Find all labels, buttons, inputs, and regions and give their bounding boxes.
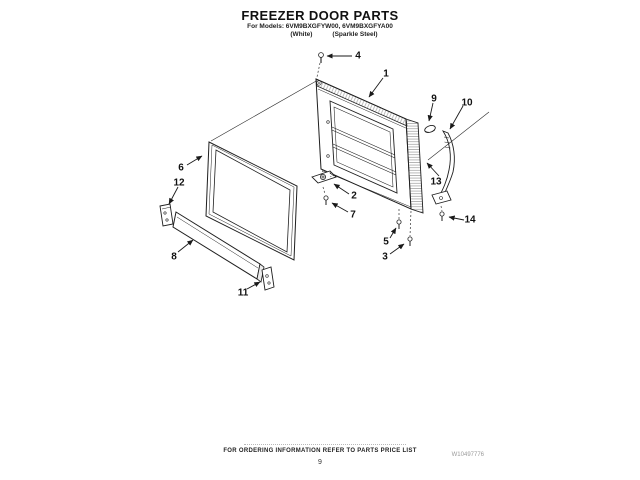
document-number: W10497776 xyxy=(451,452,484,458)
callout-label-10: 10 xyxy=(461,97,473,109)
callout-label-2: 2 xyxy=(351,190,357,202)
callout-label-12: 12 xyxy=(173,177,185,189)
callout-label-5: 5 xyxy=(383,236,389,248)
callout-label-3: 3 xyxy=(382,251,388,263)
models-line: For Models: 6VM9BXGFYW00, 6VM9BXGFYA00 xyxy=(247,23,393,30)
screw-top xyxy=(319,53,324,63)
callout-label-7: 7 xyxy=(350,209,356,221)
footer-perforation-line xyxy=(244,444,406,445)
projection-line xyxy=(211,80,318,141)
screw-bottom-right xyxy=(408,237,412,246)
handle-end-cap-left xyxy=(160,204,173,226)
finish-sparkle-steel-label: (Sparkle Steel) xyxy=(332,31,378,38)
freezer-door-panel xyxy=(316,79,423,213)
callout-label-1: 1 xyxy=(383,68,389,80)
hinge-bracket xyxy=(312,171,336,183)
callout-label-6: 6 xyxy=(178,162,184,174)
page-number: 9 xyxy=(318,459,322,466)
construction-line-13 xyxy=(428,112,489,160)
callout-label-4: 4 xyxy=(355,50,361,62)
handle-end-cap-right xyxy=(262,267,274,290)
page-title: FREEZER DOOR PARTS xyxy=(241,8,399,23)
callout-label-13: 13 xyxy=(430,176,442,188)
callout-label-11: 11 xyxy=(237,287,249,299)
finish-white-label: (White) xyxy=(290,31,313,38)
rail-foot-bracket xyxy=(432,191,451,204)
cam-oval xyxy=(424,124,437,134)
callout-label-8: 8 xyxy=(171,251,177,263)
callout-label-9: 9 xyxy=(431,93,437,105)
callout-label-14: 14 xyxy=(464,214,476,226)
screw-hinge xyxy=(324,196,328,205)
ordering-note: FOR ORDERING INFORMATION REFER TO PARTS PRICE LIST xyxy=(223,448,417,454)
screw-rail xyxy=(440,212,444,221)
screw-bottom-left xyxy=(397,220,401,229)
